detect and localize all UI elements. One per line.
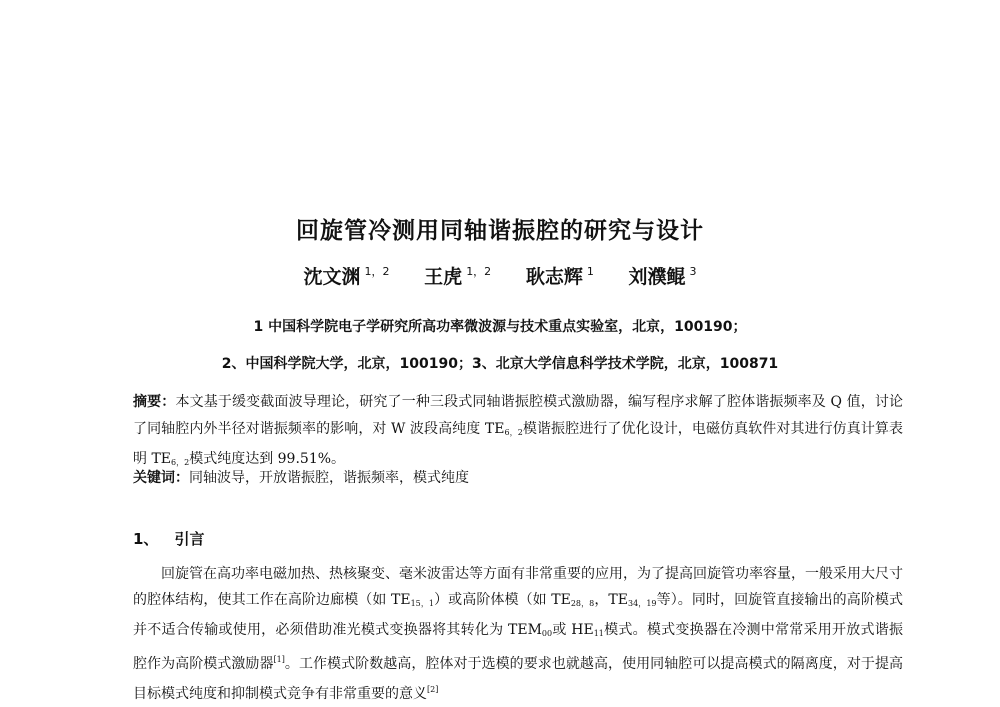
author-4 bbox=[628, 262, 696, 289]
author-1 bbox=[304, 262, 390, 289]
author-affiliation-mark: 1，2 bbox=[364, 265, 390, 278]
paper-title: 回旋管冷测用同轴谐振腔的研究与设计 bbox=[296, 218, 704, 244]
mode-subscript: 28，8 bbox=[570, 599, 595, 608]
mode-subscript: 34，19 bbox=[628, 599, 657, 608]
abstract-text-1: 本文基于缓变截面波导理论，研究了一种三段式同轴谐振腔模式激励器，编写程序求解了腔体谐振频率及 Q 值，讨论了同轴腔内外半径对谐振频率的影响，对 W 波段高纯度 TE bbox=[133, 394, 904, 437]
author-name: 耿志辉 bbox=[525, 266, 583, 288]
author-list bbox=[0, 262, 1000, 289]
affiliation-line-2: 2、中国科学院大学，北京，100190；3、北京大学信息科学技术学院，北京，100871 bbox=[221, 356, 779, 372]
section-title: 引言 bbox=[174, 530, 205, 548]
keywords-label: 关键词： bbox=[133, 470, 189, 486]
intro-paragraph bbox=[133, 561, 903, 707]
intro-text: ）或高阶体模（如 TE bbox=[434, 592, 571, 608]
author-affiliation-mark: 1 bbox=[586, 265, 594, 278]
mode-subscript: 11 bbox=[593, 629, 604, 638]
keywords-text: 同轴波导，开放谐振腔，谐振频率，模式纯度 bbox=[189, 470, 469, 486]
author-3 bbox=[526, 262, 594, 289]
abstract-text-2: 模谐振腔进行了优化设计，电磁仿真软件对其进行仿真计算表明 TE bbox=[133, 421, 904, 467]
author-name: 刘濮鲲 bbox=[628, 266, 686, 288]
mode-subscript: 00 bbox=[541, 629, 553, 638]
abstract-text-3: 模式纯度达到 99.51%。 bbox=[189, 451, 346, 467]
citation-ref[interactable]: [2] bbox=[427, 685, 439, 694]
affiliation-line-1: 1 中国科学院电子学研究所高功率微波源与技术重点实验室，北京，100190； bbox=[253, 319, 747, 335]
abstract-label: 摘要： bbox=[133, 394, 176, 410]
intro-text: 回旋管在高功率电磁加热、热核聚变、毫米波雷达等方面有非常重要的应用，为了提高回旋管功率容量，一般采用大尺寸的腔体结构，使其工作在高阶边廊模（如 TE bbox=[133, 566, 903, 608]
intro-text: 模式。模式变换器在冷测中常常采用开放式谐振腔作为高阶模式激励器 bbox=[133, 622, 903, 672]
intro-text: 或 HE bbox=[552, 622, 594, 638]
intro-text: ，TE bbox=[594, 592, 628, 608]
keywords bbox=[133, 465, 903, 492]
abstract bbox=[133, 389, 903, 476]
mode-subscript: 15，1 bbox=[410, 599, 434, 608]
citation-ref[interactable]: [1] bbox=[273, 655, 285, 664]
mode-subscript: 6，2 bbox=[504, 428, 523, 437]
author-2 bbox=[424, 262, 491, 289]
section-number: 1、 bbox=[133, 530, 159, 548]
intro-text: 。工作模式阶数越高，腔体对于选模的要求也就越高，使用同轴腔可以提高模式的隔离度，对于提高目标模式纯度和抑制模式竞争有非常重要的意义 bbox=[133, 656, 904, 702]
author-name: 沈文渊 bbox=[303, 266, 361, 288]
author-affiliation-mark: 3 bbox=[689, 265, 697, 278]
author-affiliation-mark: 1，2 bbox=[466, 265, 492, 278]
mode-subscript: 6，2 bbox=[171, 458, 190, 467]
section-heading bbox=[133, 528, 204, 549]
author-name: 王虎 bbox=[424, 266, 463, 288]
intro-text: 等）。同时，回旋管直接输出的高阶模式并不适合传输或使用，必须借助准光模式变换器将其转化为 TEM bbox=[133, 592, 903, 638]
